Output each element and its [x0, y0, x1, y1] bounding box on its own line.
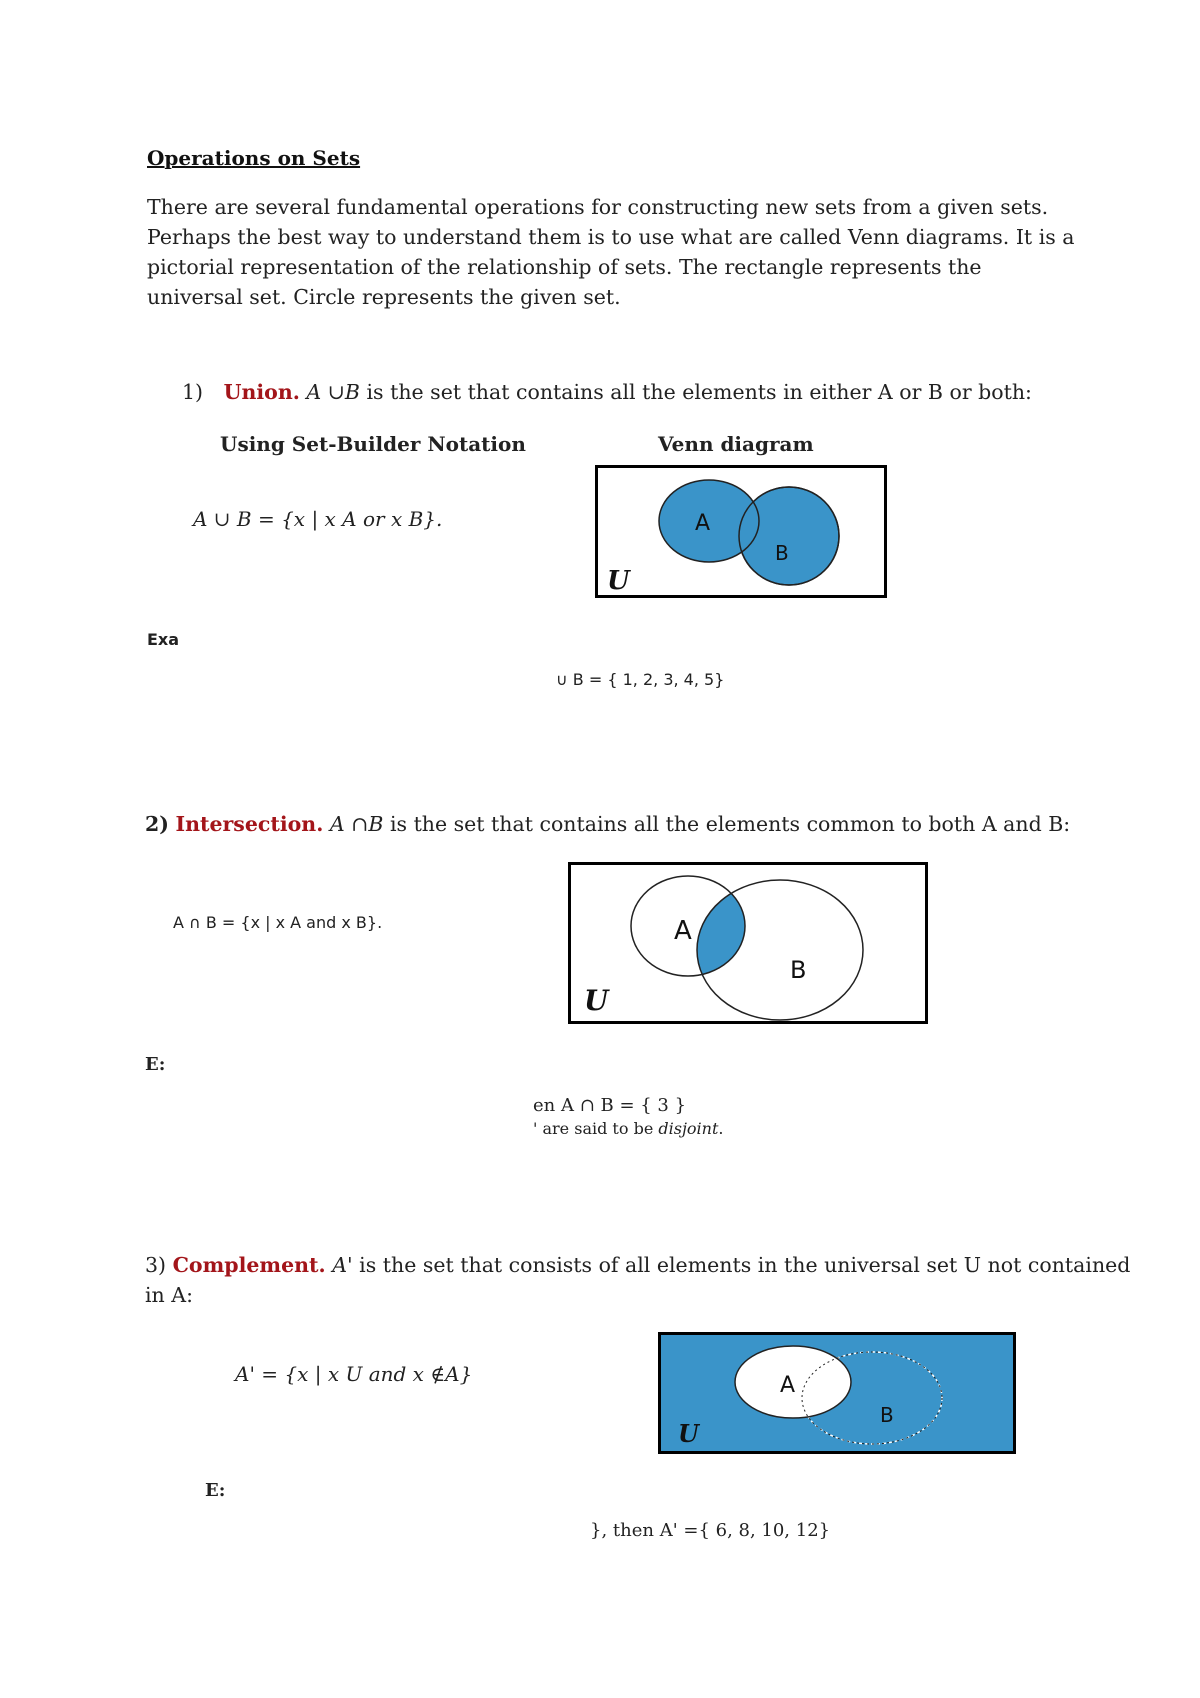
intersection-keyword: Intersection. [175, 812, 324, 836]
union-example-result: ∪ B = { 1, 2, 3, 4, 5} [556, 670, 725, 689]
universal-label: U [584, 984, 609, 1017]
union-venn-diagram [595, 465, 887, 598]
intersection-number: 2) [145, 812, 169, 836]
complement-example-result: }, then A' ={ 6, 8, 10, 12} [590, 1520, 831, 1541]
intersection-example-label: E: [145, 1054, 166, 1075]
setbuilder-header: Using Set-Builder Notation [220, 432, 526, 456]
complement-number: 3) [145, 1253, 167, 1277]
intro-paragraph: There are several fundamental operations for constructing new sets from a given sets. Perhaps the best way to understand them is to use what are called Venn diagrams. It is a pictorial representation of the relationship of sets. The rectangle represents the universal set. Circle represents the given set. [147, 195, 1075, 309]
label-a: A [780, 1373, 796, 1398]
venn-header: Venn diagram [658, 432, 814, 456]
complement-example-label: E: [205, 1480, 226, 1501]
note-suffix: . [718, 1119, 724, 1138]
complement-description: is the set that consists of all elements in the universal set U not contained [352, 1253, 1131, 1277]
union-keyword: Union. [223, 380, 300, 404]
complement-venn-diagram [658, 1332, 1016, 1454]
universal-label: U [678, 1419, 699, 1448]
complement-heading [145, 1253, 1130, 1277]
complement-expr: A' [332, 1253, 353, 1277]
intersection-formula: A ∩ B = {x | x A and x B}. [173, 913, 383, 932]
label-b: B [775, 541, 789, 565]
page-title: Operations on Sets [147, 146, 361, 170]
complement-formula: A' = {x | x U and x ∉A} [235, 1362, 473, 1386]
complement-description-cont: in A: [145, 1283, 193, 1307]
complement-keyword: Complement. [172, 1253, 326, 1277]
intersection-example-note [533, 1119, 723, 1138]
union-example-label: Exa [147, 630, 180, 649]
universal-label: U [607, 566, 630, 596]
union-heading [182, 380, 1032, 404]
union-number: 1) [182, 380, 204, 404]
note-prefix: ' are said to be [533, 1119, 659, 1138]
intersection-description: is the set that contains all the elements common to both A and B: [383, 812, 1071, 836]
label-b: B [790, 956, 807, 984]
union-description: is the set that contains all the elements in either A or B or both: [359, 380, 1032, 404]
label-a: A [695, 511, 711, 536]
intersection-venn-diagram [568, 862, 928, 1024]
union-formula: A ∪ B = {x | x A or x B}. [193, 507, 443, 531]
intersection-expr: A ∩B [329, 812, 384, 836]
note-term: disjoint [658, 1119, 719, 1138]
label-a: A [674, 916, 692, 946]
intersection-heading [145, 812, 1070, 836]
union-expr: A ∪B [306, 380, 360, 404]
intersection-example-result: en A ∩ B = { 3 } [533, 1095, 687, 1116]
label-b: B [880, 1403, 894, 1427]
universal-set-rect [570, 864, 927, 1023]
